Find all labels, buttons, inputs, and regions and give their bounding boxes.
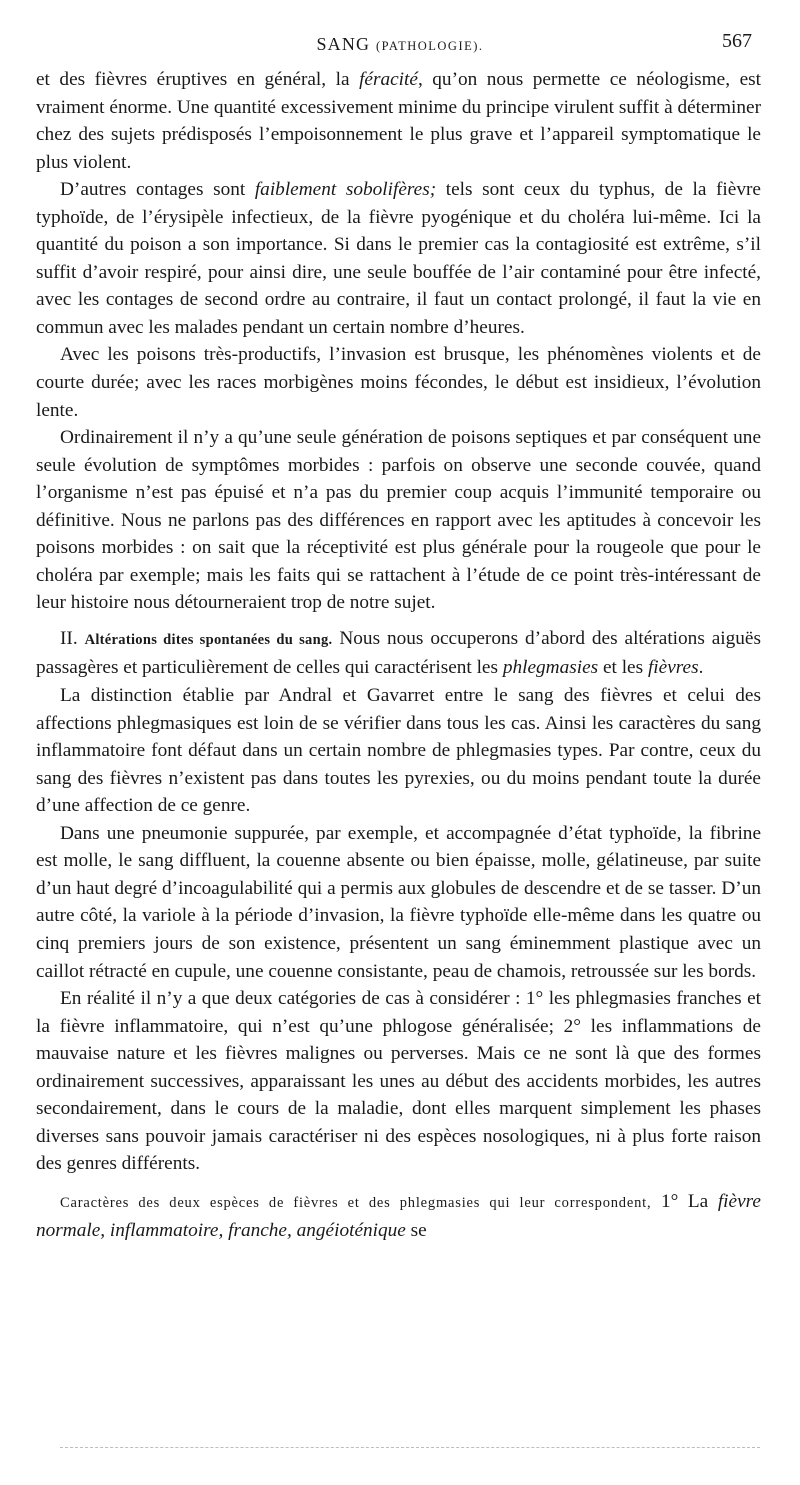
paragraph-2: D’autres contages sont faiblement sobolifères; tels sont ceux du typhus, de la fièvre typhoïde, de l’érysipèle infectieux, de la fièvre pyogénique et du choléra lui-même. Ici la quantité du poison a son importance. Si dans le premier cas la contagiosité est extrême, s’il suffit d’avoir respiré, pour ainsi dire, une seule bouffée de l’air contaminé pour être infecté, avec les contages de second ordre au contraire, il faut un contact prolongé, il faut la vie en commun avec les malades pendant un certain nombre d’heures. xyxy=(36,179,761,338)
emphasis: fièvres xyxy=(647,657,699,679)
paragraph-6: Dans une pneumonie suppurée, par exemple, et accompagnée d’état typhoïde, la fibrine est molle, le sang diffluent, la couenne absente ou bien épaisse, molle, gélatineuse, par suite d’un haut degré d’incoagulabilité qui a permis aux globules de descendre et de se tasser. D’un autre côté, la variole à la période d’invasion, la fièvre typhoïde elle-même dans les quatre ou cinq premiers jours de son existence, présentent un sang éminemment plastique avec un caillot rétracté en cupule, une couenne consistante, peau de chamois, retroussée sur les bords. xyxy=(36,822,761,982)
page-number: 567 xyxy=(722,30,752,52)
emphasis: féracité xyxy=(359,69,418,90)
section-2-paragraph: II. Altérations dites spontanées du sang. Nous nous occuperons d’abord des altérations aiguës passagères et particulièrement de celles qui caractérisent les phlegmasies et les fièvres. xyxy=(36,627,761,679)
paragraph-4: Ordinairement il n’y a qu’une seule génération de poisons septiques et par conséquent une seule évolution de symptômes morbides : parfois on observe une seconde couvée, quand l’organisme n’est pas épuisé et n’a pas du premier coup acquis l’immunité temporaire ou définitive. Nous ne parlons pas des différences en rapport avec les aptitudes à concevoir les poisons morbides : on sait que la réceptivité est plus générale pour la rougeole que pour le choléra par exemple; mais les faits qui se rattachent à l’étude de ce point très-intéressant de leur histoire nous détourneraient trop de notre sujet. xyxy=(36,427,761,614)
section-number: II. xyxy=(60,627,85,649)
emphasis: phlegmasies xyxy=(502,657,599,679)
emphasis: faiblement sobolifères; xyxy=(254,179,437,201)
running-title-paren: (PATHOLOGIE). xyxy=(375,39,484,53)
paragraph-1: et des fièvres éruptives en général, la féracité, qu’on nous permette ce néologisme, est vraiment énorme. Une quantité excessivement minime du principe virulent suffit à déterminer chez des sujets prédisposés l’empoisonnement le plus grave et l’appareil symptomatique le plus violent. xyxy=(36,69,761,173)
running-head xyxy=(40,30,760,60)
body-text xyxy=(36,66,761,1245)
running-title-main: SANG xyxy=(316,34,371,54)
emphasis: fièvre normale, inflammatoire, franche, angéioténique xyxy=(36,1190,761,1242)
section-title: Altérations dites spontanées du sang. xyxy=(84,631,333,648)
paragraph-3: Avec les poisons très-productifs, l’invasion est brusque, les phénomènes violents et de courte durée; avec les races morbigènes moins fécondes, le début est insidieux, l’évolution lente. xyxy=(36,344,761,421)
paragraph-8: Caractères des deux espèces de fièvres et des phlegmasies qui leur correspondent, 1° La fièvre normale, inflammatoire, franche, angéioténique se xyxy=(36,1190,761,1242)
paragraph-7: En réalité il n’y a que deux catégories de cas à considérer : 1° les phlegmasies franches et la fièvre inflammatoire, qui n’est qu’une phlogose généralisée; 2° les inflammations de mauvaise nature et les fièvres malignes ou perverses. Mais ce ne sont là que des formes ordinairement successives, apparaissant les unes au début des accidents morbides, les autres secondairement, dans le cours de la maladie, dont elles marquent simplement les phases diverses sans pouvoir jamais caractériser ni des espèces nosologiques, ni à plus forte raison des genres différents. xyxy=(36,988,761,1175)
running-title xyxy=(40,34,760,55)
subsection-heading: Caractères des deux espèces de fièvres et des phlegmasies qui leur correspondent, xyxy=(60,1194,652,1211)
footer-rule xyxy=(60,1447,760,1448)
paragraph-5: La distinction établie par Andral et Gavarret entre le sang des fièvres et celui des affections phlegmasiques est loin de se vérifier dans tous les cas. Ainsi les caractères du sang inflammatoire font défaut dans un certain nombre de phlegmasies types. Par contre, ceux du sang des fièvres n’existent pas dans toutes les pyrexies, ou du moins pendant toute la durée d’une affection de ce genre. xyxy=(36,685,761,817)
